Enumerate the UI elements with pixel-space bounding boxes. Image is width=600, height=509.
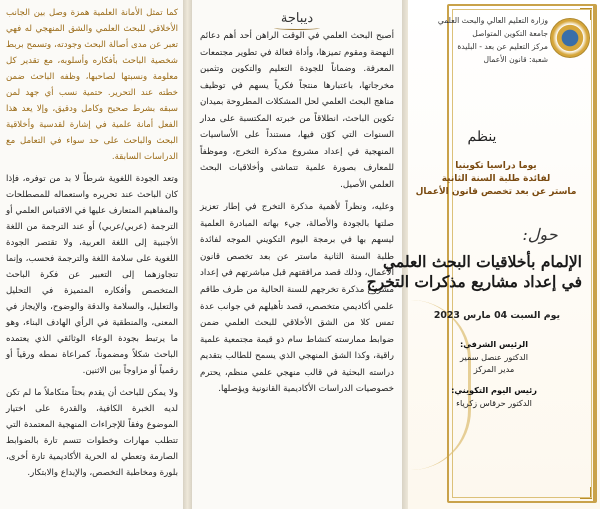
left-paragraph-1: كما تمثل الأمانة العلمية همزة وصل بين الجانب الأخلاقي للبحث العلمي والشق المنهجي له فهي تعبر عن مدى أصالة البحث وجودته، وتسمح بربط شخصية الباحث بأفكاره وأسلوبه، مع تقدير كل معلومة ونسبتها لصاحبها، وظفه الباحث ضمن خطته عند التحرير. حتمية نسب أي جهد لمن سبقه بشرط صحيح وكامل ودقيق، وإلا يعد هذا الفعل أمانة علمية في إشارة لقدسية وأخلاقية البحث والباحث على حد سواء في التعامل مع الدراسات السابقة. [6, 8, 178, 162]
topic-line: في إعداد مشاريع مذكرات التخرج [366, 272, 582, 292]
honorary-chair [446, 338, 542, 376]
ministry-line: جامعة التكوين المتواصل [472, 29, 548, 39]
preamble-paragraph-2: وعليه، ونظراً لأهمية مذكرة التخرج في إطار تعزيز صلتها بالجودة والأصالة، جيء بهاته المبادرة العلمية ليسهم بها في برمجة اليوم التكويني الموجه لفائدة طلبة السنة الثانية ماستر عن بعد تخصص قانون الأعمال، وذلك قصد مرافقتهم قبل مباشرتهم في إعداد مشروع مذكرة تخرجهم للسنة الحالية من طرف طاقم علمي أكاديمي متخصص، قصد تأهيلهم في جوانب عدة تمس كلا من الشق الأخلاقي للبحث العلمي ضمن ضوابط ممارسته كنشاط سام ذو قيمة مجتمعية علمية راقية، وكذا الشق المنهجي الذي يسمح للطالب بتقديم دراسته البحثية في قالب منهجي علمي منظم، يحترم خصوصيات الدراسات الأكاديمية القانونية ويؤصلها. [200, 202, 394, 395]
about-label: حول: [522, 225, 558, 244]
university-logo-icon [550, 18, 590, 58]
ministry-line: مركز التعليم عن بعد - البليدة [457, 42, 548, 52]
event-line: يوما دراسيا تكوينيا [455, 161, 537, 171]
fold-divider [183, 0, 192, 509]
event-date: يوم السبت 04 مارس 2023 [433, 310, 560, 321]
preamble-title: ديباجة [280, 11, 314, 26]
day-chair-name: الدكتور حرقاس زكرياء [456, 397, 532, 408]
ministry-header [414, 14, 548, 66]
preamble-panel [192, 0, 402, 509]
event-description [414, 160, 578, 199]
preamble-paragraph-1: أصبح البحث العلمي في الوقت الراهن أحد أهم دعائم النهضة ومقوم تميزها، وأداة فعالة في تطوير مجتمعات المعرفة. وضماناً للجودة التعليم والتكوين وتثمين مخرجاتها، باعتبارها منتجاً فكرياً يسهم في توظيف مناهج البحث العلمي لحل المشكلات المطروحة بميدان تكوين الباحث، انطلاقاً من خبرته المكتسبة على مدار السنوات التي كوّن فيها، مستنداً على الأساسيات المنهجية في إعداد مشروع مذكرة التخرج، وموظفاً للمعارف بصورة علمية تتماشى وأخلاقيات البحث العلمي الأصيل. [200, 31, 394, 190]
honorary-chair-role: الرئيس الشرفي: [459, 339, 529, 349]
title-flourish-icon [274, 26, 320, 30]
honorary-chair-title: مدير المركز [473, 364, 515, 375]
ministry-line: شعبة: قانون الأعمال [483, 55, 548, 65]
topic-line: الإلمام بأخلاقيات البحث العلمي [382, 252, 582, 271]
honorary-chair-name: الدكتور عنصل سمير [459, 351, 529, 362]
left-paragraph-2: وتعد الجودة اللغوية شرطاً لا بد من توفره، فإذا كان الباحث عند تحريره واستعماله للمصطلحات والمفاهيم المتعارف عليها في الاقتباس العلمي أو الترجمة (عربي/عربي) أو عند الترجمة من اللغة الأجنبية إلى اللغة العربية، ولا تقتصر الجودة اللغوية على سلامة اللغة والترجمة فحسب، وإنما تتجاوزهما إلى التعبير عن فكرة الباحث المتخصص وأفكاره المتميزة في التحليل والتعليل، والسلامة والدقة والوضوح، والإيجاز في المعنى، والمنطقية في الرأي الهادف البناء، وهو ما يرتبط بجودة الوعاء الوثائقي الذي يعتمده الباحث شكلاً ومضموناً، كمراعاة نمطه ورقياً أو رقمياً أو مزاوجاً بين الاثنين. [6, 173, 178, 376]
left-text-panel [0, 0, 183, 509]
event-line: ماستر عن بعد تخصص قانون الأعمال [415, 187, 577, 198]
event-topic [366, 252, 582, 292]
day-chair [446, 384, 542, 409]
cover-panel [366, 0, 600, 509]
organizer-verb: ينظم [467, 129, 497, 145]
ministry-line: وزارة التعليم العالي والبحث العلمي [437, 16, 548, 25]
day-chair-role: رئيس اليوم التكويني: [451, 385, 537, 395]
event-line: لفائدة طلبة السنة الثانية [441, 174, 551, 185]
left-paragraph-3: ولا يمكن للباحث أن يقدم بحثاً متكاملاً ما لم تكن لديه الخبرة الكافية، والقدرة على اختيار الموضوع وفقاً للإجراءات المنهجية المعتمدة التي تتطلب مهارات وخطوات تتسم تارة بالضوابط الصارمة وتعطي له الحرية الأكاديمية تارة أخرى، بلورة ومخاطبة التخصص، والإبداع والابتكار. [6, 387, 178, 478]
